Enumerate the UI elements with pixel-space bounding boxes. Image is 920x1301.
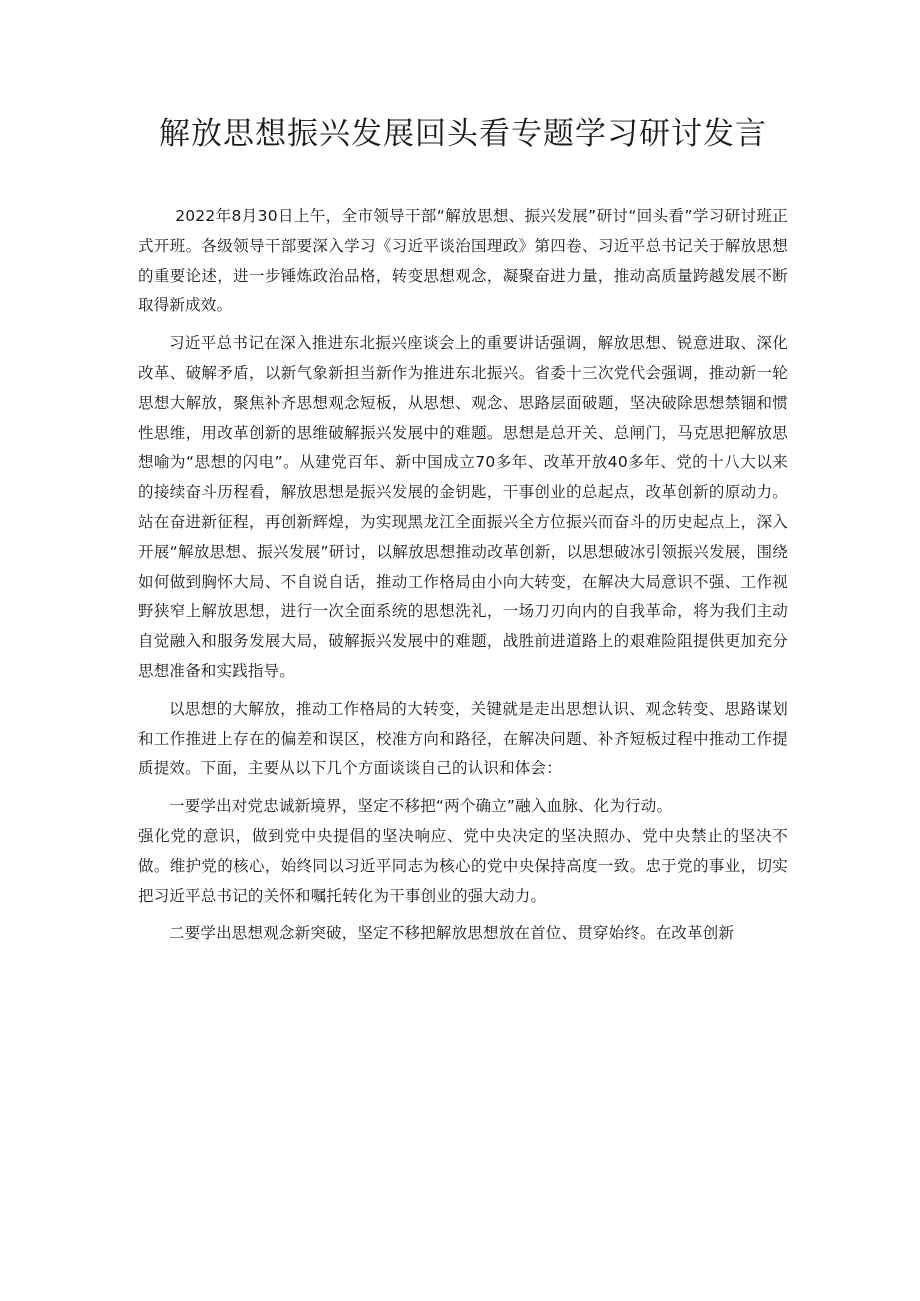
paragraph-point-two: 二要学出思想观念新突破，坚定不移把解放思想放在首位、贯穿始终。在改革创新 — [169, 924, 735, 943]
paragraph-intro: 2022年8月30日上午，全市领导干部“解放思想、振兴发展”研讨“回头看”学习研讨班正式开班。各级领导干部要深入学习《习近平谈治国理政》第四卷、习近平总书记关于解放思想的重要论述，进一步锤炼政治品格，转变思想观念，凝聚奋进力量，推动高质量跨越发展不断取得新成效。 — [138, 207, 788, 315]
paragraph-northeast-revitalization: 习近平总书记在深入推进东北振兴座谈会上的重要讲话强调，解放思想、锐意进取、深化改革、破解矛盾，以新气象新担当新作为推进东北振兴。省委十三次党代会强调，推动新一轮思想大解放，聚焦补齐思想观念短板，从思想、观念、思路层面破题，坚决破除思想禁锢和惯性思维，用改革创新的思维破解振兴发展中的难题。思想是总开关、总闸门，马克思把解放思想喻为“思想的闪电”。从建党百年、新中国成立70多年、改革开放40多年、党的十八大以来的接续奋斗历程看，解放思想是振兴发展的金钥匙，干事创业的总起点，改革创新的原动力。站在奋进新征程，再创新辉煌，为实现黑龙江全面振兴全方位振兴而奋斗的历史起点上，深入开展“解放思想、振兴发展”研讨，以解放思想推动改革创新，以思想破冰引领振兴发展，围绕如何做到胸怀大局、不自说自话，推动工作格局由小向大转变，在解决大局意识不强、工作视野狭窄上解放思想，进行一次全面系统的思想洗礼，一场刀刃向内的自我革命，将为我们主动自觉融入和服务发展大局，破解振兴发展中的难题，战胜前进道路上的艰难险阻提供更加充分思想准备和实践指导。 — [138, 334, 788, 680]
paragraph-work-pattern: 以思想的大解放，推动工作格局的大转变，关键就是走出思想认识、观念转变、思路谋划和工作推进上存在的偏差和误区，校准方向和路径，在解决问题、补齐短板过程中推动工作提质提效。下面，主要从以下几个方面谈谈自己的认识和体会： — [138, 699, 788, 778]
paragraph-point-one-heading: 一要学出对党忠诚新境界，坚定不移把“两个确立”融入血脉、化为行动。 — [169, 797, 673, 816]
paragraph-point-one-body: 强化党的意识，做到党中央提倡的坚决响应、党中央决定的坚决照办、党中央禁止的坚决不做。维护党的核心，始终同以习近平同志为核心的党中央保持高度一致。忠于党的事业，切实把习近平总书记的关怀和嘱托转化为干事创业的强大动力。 — [138, 826, 788, 905]
document-title: 解放思想振兴发展回头看专题学习研讨发言 — [159, 116, 767, 152]
